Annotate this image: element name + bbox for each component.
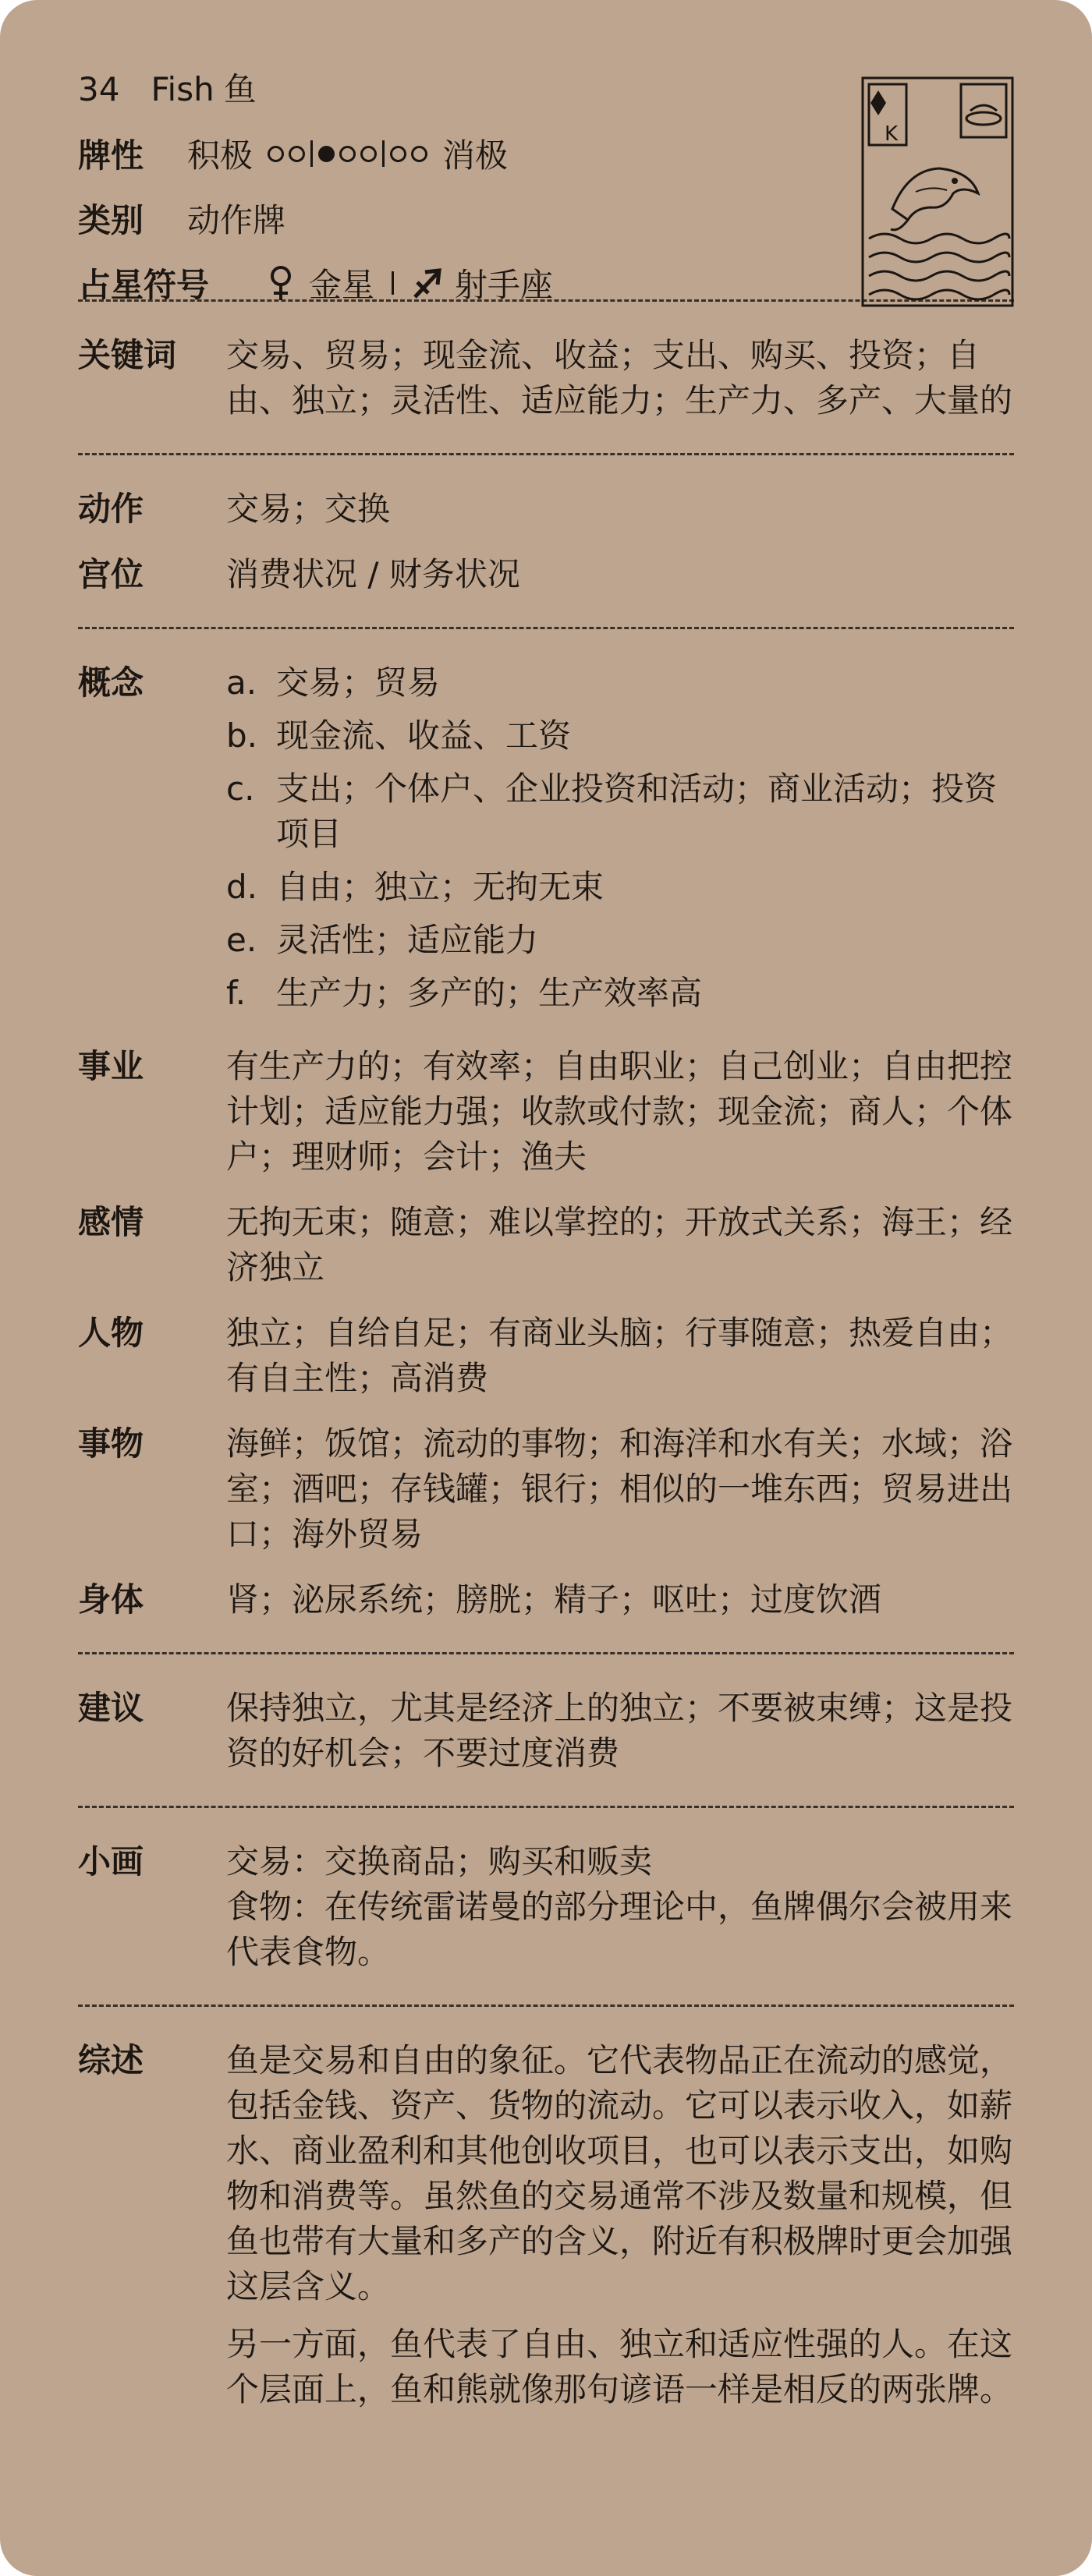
card-name-cn: 鱼 bbox=[223, 70, 257, 108]
card-name-en: Fish bbox=[151, 70, 214, 108]
summary-section bbox=[78, 2007, 1014, 2454]
scenes-label: 小画 bbox=[78, 1842, 144, 1881]
summary-paragraph: 鱼是交易和自由的象征。它代表物品正在流动的感觉，包括金钱、资产、货物的流动。它可以表示收入，如薪水、商业盈利和其他创收项目，也可以表示支出，如购物和消费等。虽然鱼的交易通常不涉及数量和规模，但鱼也带有大量和多产的含义，附近有积极牌时更会加强这层含义。 bbox=[226, 2041, 1013, 2305]
house-text: 消费状况 / 财务状况 bbox=[226, 555, 520, 593]
people-text: 独立；自给自足；有商业头脑；行事随意；热爱自由；有自主性；高消费 bbox=[226, 1314, 1013, 1397]
polarity-scale bbox=[265, 140, 430, 167]
polarity-dot bbox=[268, 146, 284, 162]
advice-label: 建议 bbox=[78, 1689, 144, 1727]
house-label: 宫位 bbox=[78, 555, 144, 593]
venus-icon bbox=[265, 265, 296, 301]
polarity-dot bbox=[411, 146, 427, 162]
keywords-section bbox=[78, 302, 1014, 453]
action-label: 动作 bbox=[78, 490, 144, 528]
keywords-text: 交易、贸易；现金流、收益；支出、购买、投资；自由、独立；灵活性、适应能力；生产力、多产、大量的 bbox=[226, 336, 1013, 419]
astrology-divider bbox=[392, 271, 394, 295]
category-value: 动作牌 bbox=[187, 201, 286, 239]
things-label: 事物 bbox=[78, 1424, 144, 1463]
meanings-section bbox=[78, 629, 1014, 1652]
polarity-dot bbox=[390, 146, 406, 162]
svg-text:K: K bbox=[885, 122, 899, 146]
list-item: b. 现金流、收益、工资 bbox=[226, 717, 572, 755]
people-label: 人物 bbox=[78, 1314, 144, 1352]
polarity-dot bbox=[360, 146, 377, 162]
polarity-negative: 消极 bbox=[442, 136, 509, 175]
card-illustration bbox=[861, 76, 1014, 307]
card-number: 34 bbox=[78, 70, 120, 108]
list-item: e. 灵活性；适应能力 bbox=[226, 921, 539, 959]
polarity-dot bbox=[339, 146, 356, 162]
body-text: 肾；泌尿系统；膀胱；精子；呕吐；过度饮酒 bbox=[226, 1580, 882, 1619]
list-item: a. 交易；贸易 bbox=[226, 663, 441, 702]
advice-text: 保持独立，尤其是经济上的独立；不要被束缚；这是投资的好机会；不要过度消费 bbox=[226, 1689, 1013, 1772]
advice-section bbox=[78, 1654, 1014, 1806]
love-label: 感情 bbox=[78, 1203, 144, 1241]
polarity-positive: 积极 bbox=[187, 136, 254, 175]
summary-label: 综述 bbox=[78, 2041, 144, 2079]
list-item: f. 生产力；多产的；生产效率高 bbox=[226, 974, 703, 1012]
astrology-sign: 射手座 bbox=[455, 266, 554, 304]
love-text: 无拘无束；随意；难以掌控的；开放式关系；海王；经济独立 bbox=[226, 1203, 1013, 1286]
career-label: 事业 bbox=[78, 1047, 144, 1085]
summary-paragraph: 另一方面，鱼代表了自由、独立和适应性强的人。在这个层面上，鱼和熊就像那句谚语一样是相反的两张牌。 bbox=[226, 2325, 1013, 2408]
polarity-label: 牌性 bbox=[78, 136, 144, 175]
polarity-dot-active bbox=[318, 146, 335, 162]
things-text: 海鲜；饭馆；流动的事物；和海洋和水有关；水域；浴室；酒吧；存钱罐；银行；相似的一堆东西；贸易进出口；海外贸易 bbox=[226, 1424, 1013, 1553]
astrology-label: 占星符号 bbox=[78, 266, 210, 304]
action-text: 交易；交换 bbox=[226, 490, 391, 528]
category-label: 类别 bbox=[78, 201, 144, 239]
concepts-list bbox=[226, 660, 1014, 1016]
polarity-dot bbox=[289, 146, 305, 162]
scenes-section bbox=[78, 1808, 1014, 2005]
scenes-line: 食物：在传统雷诺曼的部分理论中，鱼牌偶尔会被用来代表食物。 bbox=[226, 1888, 1013, 1971]
polarity-divider bbox=[382, 140, 385, 167]
scenes-line: 交易：交换商品；购买和贩卖 bbox=[226, 1842, 653, 1881]
concepts-label: 概念 bbox=[78, 663, 144, 702]
astrology-planet: 金星 bbox=[309, 266, 375, 304]
list-item: c. 支出；个体户、企业投资和活动；商业活动；投资项目 bbox=[226, 770, 998, 853]
keywords-label: 关键词 bbox=[78, 336, 177, 374]
career-text: 有生产力的；有效率；自由职业；自己创业；自由把控计划；适应能力强；收款或付款；现金流；商人；个体户；理财师；会计；渔夫 bbox=[226, 1047, 1013, 1176]
action-section bbox=[78, 455, 1014, 627]
card-header bbox=[78, 65, 1014, 304]
list-item: d. 自由；独立；无拘无束 bbox=[226, 868, 604, 906]
sagittarius-icon bbox=[411, 265, 442, 301]
body-label: 身体 bbox=[78, 1580, 144, 1619]
polarity-divider bbox=[310, 140, 313, 167]
